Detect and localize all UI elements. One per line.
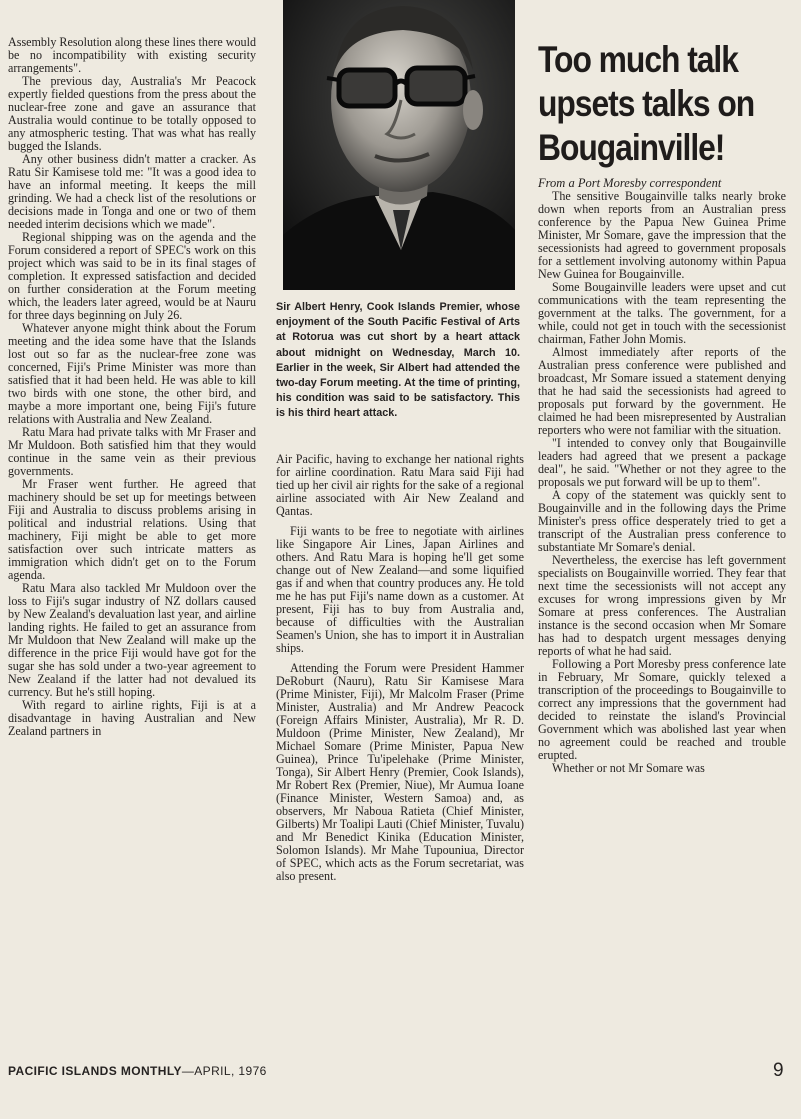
paragraph: Nevertheless, the exercise has left government specialists on Bougainville worried. They fear that next time the secessionists will not accept any excuses for wrong impressions given by Mr Somare at press conferences. The Australian instance is the second occasion when Mr Somare has had to despatch urgent messages denying reports of what he had said.: [538, 553, 786, 658]
paragraph: Attending the Forum were President Hammer DeRoburt (Nauru), Ratu Sir Kamisese Mara (Prime Minister, Fiji), Mr Malcolm Fraser (Prime Minister, Australia) and Mr Andrew Peacock (Foreign Affairs Minister, Australia), Mr R. D. Muldoon (Prime Minister, New Zealand), Mr Michael Somare (Prime Minister, Papua New Guinea), Prince Tu'ipelehake (Prime Minister, Tonga), Sir Albert Henry (Premier, Cook Islands), Mr Robert Rex (Premier, Niue), Mr Aumua Ioane (Finance Minister, Western Samoa) and, as observers, Mr Naboua Ratieta (Chief Minister, Gilberts) Mr Toalipi Lauti (Chief Minister, Tuvalu) and Mr Benedict Kinika (Education Minister, Solomon Islands). Mr Mahe Tupouniua, Director of SPEC, which acts as the Forum secretariat, was also present.: [276, 661, 524, 883]
headline: Too much talk upsets talks on Bougainville!: [538, 39, 755, 168]
publication-name: PACIFIC ISLANDS MONTHLY: [8, 1064, 182, 1078]
paragraph: Regional shipping was on the agenda and the Forum considered a report of SPEC's work on this project which was said to be in its final stages of completion. It expressed satisfaction and decided on further consideration at the Forum meeting which, the leaders later agreed, would be at Nauru for three days beginning on July 26.: [8, 230, 256, 322]
paragraph: Fiji wants to be free to negotiate with airlines like Singapore Air Lines, Japan Airlines and others. And Ratu Mara is hoping he'll get some change out of New Zealand—and some liquified gas if and when that country produces any. He told me he has put Fiji's name down as a customer. At present, Fiji has to buy from Australia and, because of difficulties with the Australian Seamen's Union, she has to import it in Australian ships.: [276, 524, 524, 655]
paragraph: Almost immediately after reports of the Australian press conference were published and broadcast, Mr Somare issued a statement denying that he had said the secessionists had agreed to proposals put forward by the government. He claimed he had been misrepresented by Australian reporters who were not familiar with the situation.: [538, 345, 786, 437]
paragraph: "I intended to convey only that Bougainville leaders had agreed that we present a package deal", he said. "Whether or not they agree to the proposals we put forward will be up to them".: [538, 436, 786, 489]
byline: From a Port Moresby correspondent: [538, 176, 722, 190]
paragraph: Some Bougainville leaders were upset and cut communications with the team representing the government at the talks. The government, for a while, could not get in touch with the secessionist chairman, Father John Momis.: [538, 280, 786, 346]
paragraph: Any other business didn't matter a cracker. As Ratu Sir Kamisese told me: "It was a good idea to have an informal meeting. It keeps the mill grinding. We had a check list of the resolutions or decisions made in Tonga and one or two of them needed interim decisions which we made".: [8, 152, 256, 231]
page-footer: [8, 1064, 267, 1078]
page-number: 9: [773, 1060, 784, 1081]
article-column-1: [8, 36, 256, 738]
paragraph: Mr Fraser went further. He agreed that machinery should be set up for meetings between Fiji and Australia to discuss problems arising in political and industrial relations. Using that machinery, Fiji might be able to get more satisfaction over such intricate matters as immigration which didn't get on to the Forum agenda.: [8, 477, 256, 582]
paragraph: Air Pacific, having to exchange her national rights for airline coordination. Ratu Mara said Fiji had tied up her civil air rights for the sake of a regional airline associated with Air New Zealand and Qantas.: [276, 452, 524, 518]
paragraph: The previous day, Australia's Mr Peacock expertly fielded questions from the press about the nuclear-free zone and gave an assurance that Australia would continue to be totally opposed to any atmospheric testing. That was what has really bugged the Islands.: [8, 74, 256, 153]
paragraph: The sensitive Bougainville talks nearly broke down when reports from an Australian press conference by the Papua New Guinea Prime Minister, Mr Somare, gave the impression that the secessionists had agreed to government proposals for a settlement involving autonomy within Papua New Guinea for Bougainville.: [538, 189, 786, 281]
paragraph: Ratu Mara also tackled Mr Muldoon over the loss to Fiji's sugar industry of NZ dollars caused by New Zealand's devaluation last year, and airline landing rights. He failed to get an assurance from Mr Muldoon that New Zealand will make up the difference in the price Fiji would have got for the sugar she has sold under a two-year agreement to New Zealand if the latter had not devalued its currency. But he's still hoping.: [8, 581, 256, 699]
article-column-2: [276, 453, 524, 883]
paragraph: Ratu Mara had private talks with Mr Fraser and Mr Muldoon. Both satisfied him that they would continue in the same vein as their previous governments.: [8, 425, 256, 478]
portrait-illustration: [283, 0, 515, 290]
paragraph: Assembly Resolution along these lines there would be no incompatibility with existing security arrangements".: [8, 35, 256, 75]
article-column-3: [538, 190, 786, 775]
portrait-photo: [283, 0, 515, 290]
paragraph: Whatever anyone might think about the Forum meeting and the idea some have that the Islands lost out so far as the nuclear-free zone was concerned, Fiji's Prime Minister was more than satisfied that it had been held. He was able to kill two birds with one stone, the other bird, and maybe a more important one, being Fiji's future relations with Australia and New Zealand.: [8, 321, 256, 426]
paragraph: A copy of the statement was quickly sent to Bougainville and in the following days the Prime Minister's press office desperately tried to get a transcript of the Australian press conference to substantiate Mr Somare's denial.: [538, 488, 786, 554]
paragraph: With regard to airline rights, Fiji is at a disadvantage in having Australian and New Zealand partners in: [8, 698, 256, 738]
paragraph: Following a Port Moresby press conference late in February, Mr Somare, quickly telexed a transcription of the proceedings to Bougainville to correct any impressions that the government had decided to reinstate the island's Provincial Government which was abolished last year when no agreement could be reached and trouble erupted.: [538, 657, 786, 762]
paragraph: Whether or not Mr Somare was: [552, 761, 705, 775]
photo-caption: Sir Albert Henry, Cook Islands Premier, whose enjoyment of the South Pacific Festival of Arts at Rotorua was cut short by a heart attack about midnight on Wednesday, March 10. Earlier in the week, Sir Albert had attended the two-day Forum meeting. At the time of printing, his condition was said to be satisfactory. This is his third heart attack.: [276, 301, 520, 420]
publication-date: —APRIL, 1976: [181, 1064, 267, 1078]
